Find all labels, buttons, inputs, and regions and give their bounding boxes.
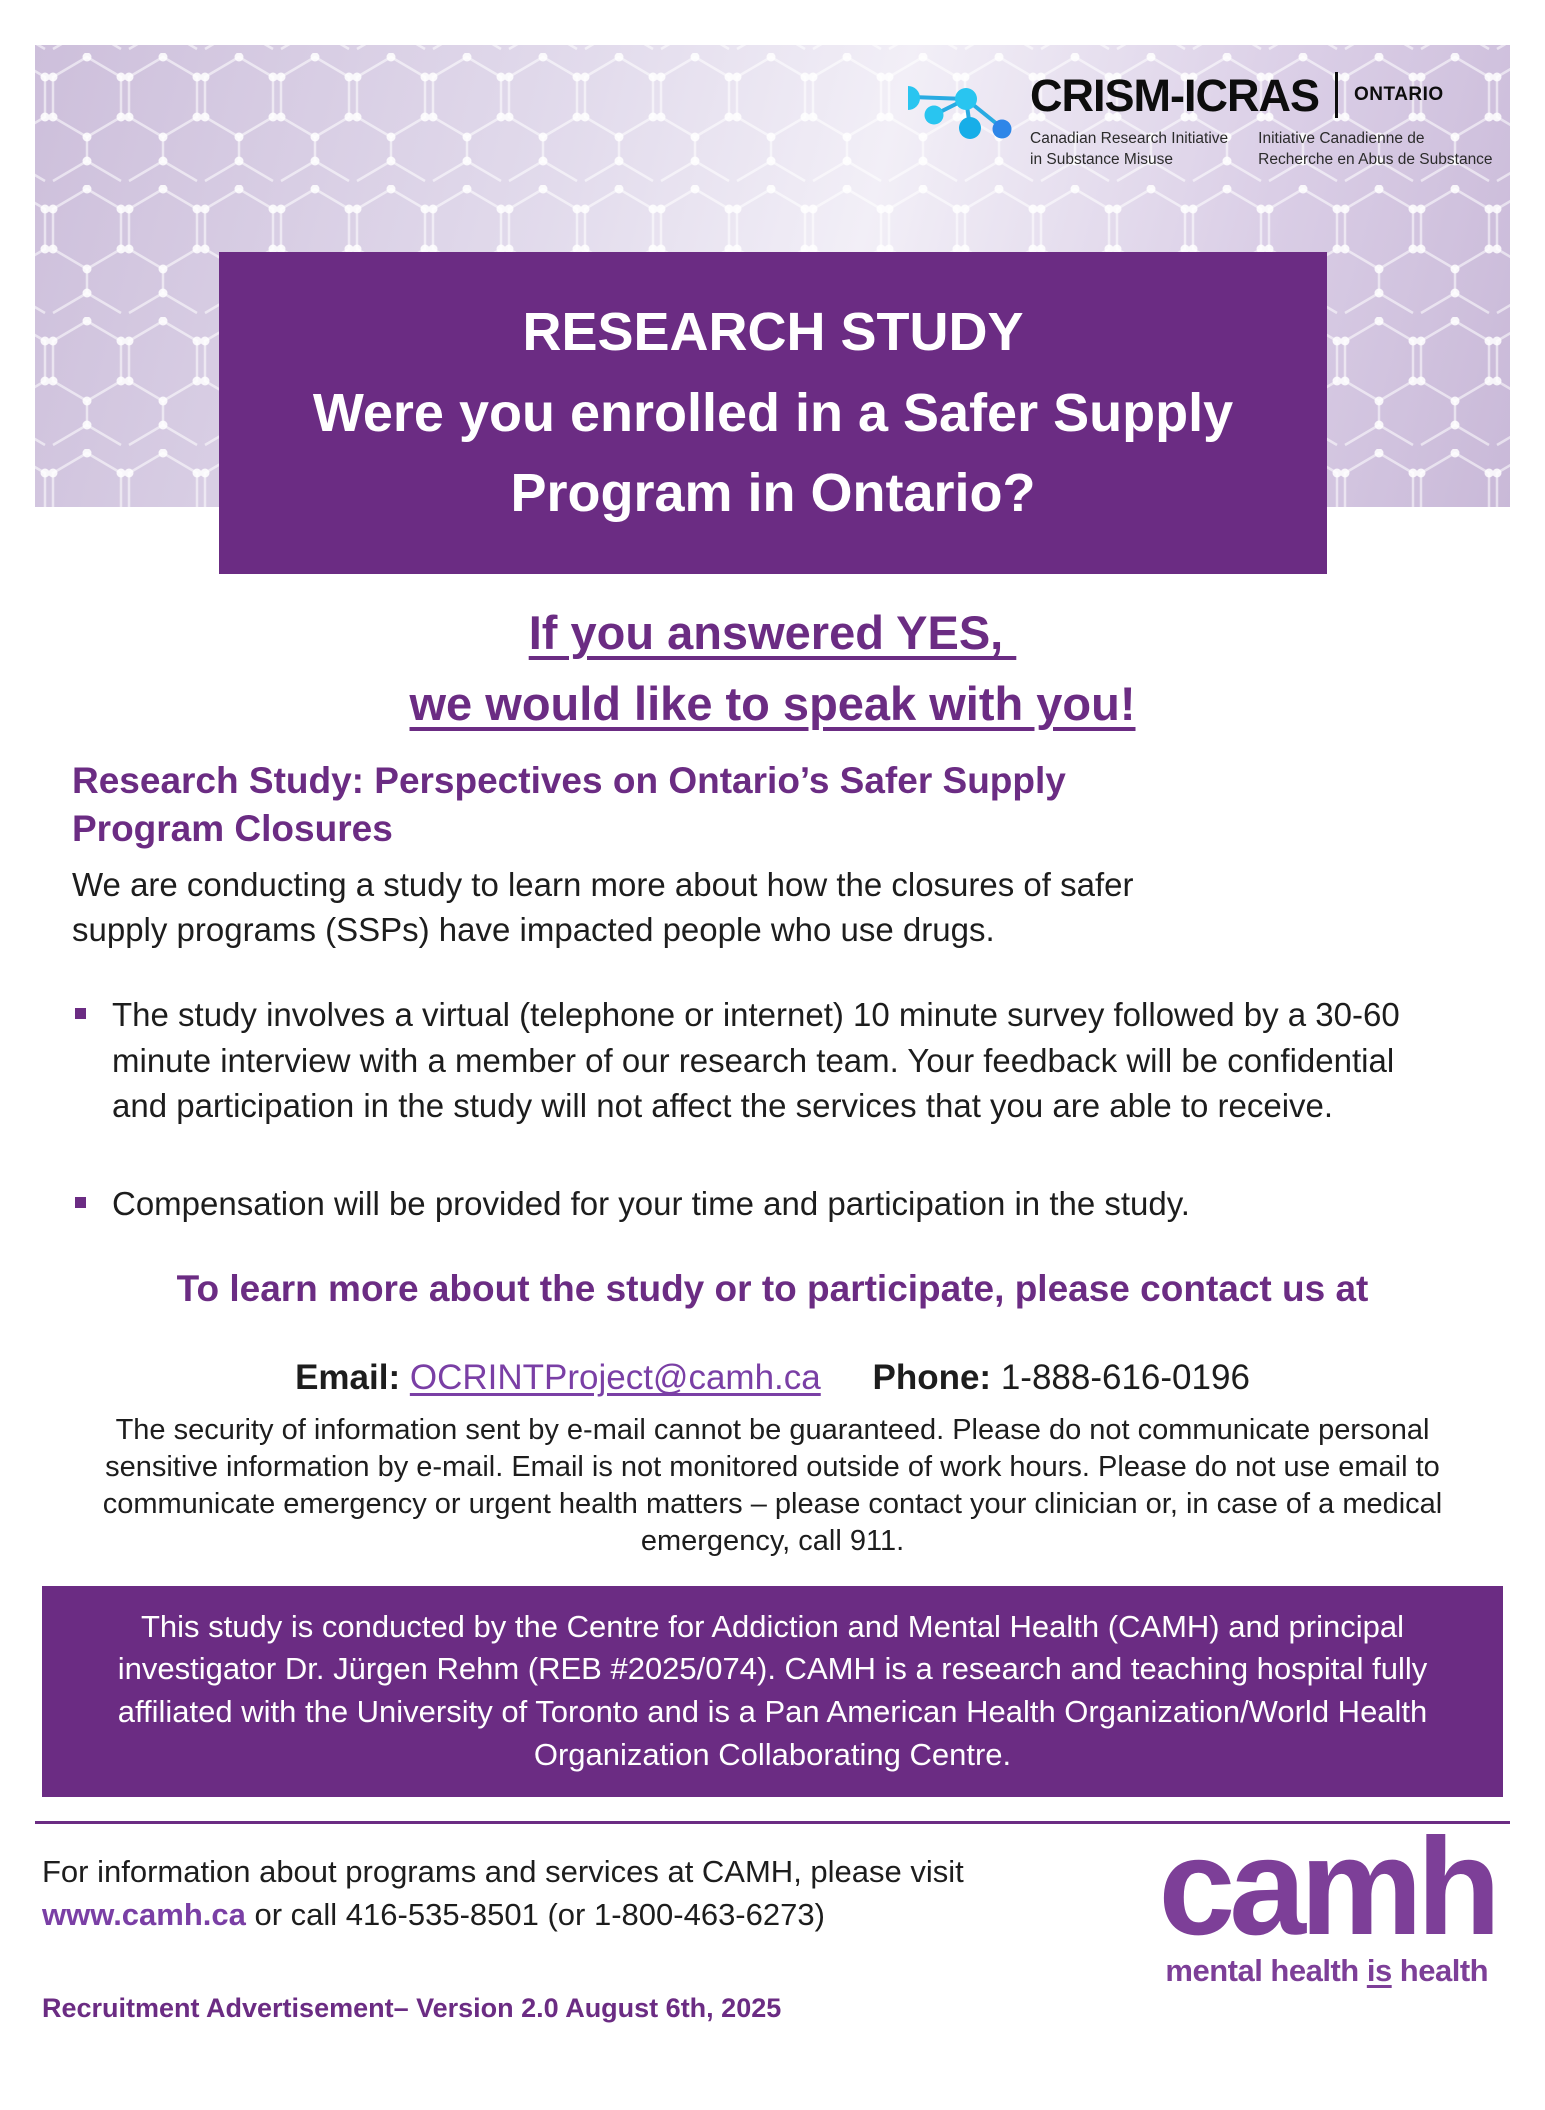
yes-callout-line1: If you answered YES, xyxy=(528,606,1017,659)
contact-cta: To learn more about the study or to participate, please contact us at xyxy=(176,1268,1369,1310)
camh-wordmark: camh xyxy=(1158,1809,1495,1964)
phone-label: Phone: xyxy=(872,1358,992,1398)
phone-number: 1-888-616-0196 xyxy=(1000,1358,1250,1398)
headline-line1: RESEARCH STUDY xyxy=(522,301,1024,362)
ethics-statement-box: This study is conducted by the Centre for Addiction and Mental Health (CAMH) and principal investigator Dr. Jürgen Rehm (REB #2025/074). CAMH is a research and teaching hospital fully affiliated with the University of Toronto and is a Pan American Health Organization/World Health Organization Collaborating Centre. xyxy=(42,1586,1503,1797)
bullet-square-icon xyxy=(75,1008,86,1019)
crism-region-label: ONTARIO xyxy=(1354,84,1444,105)
list-item: The study involves a virtual (telephone or internet) 10 minute survey followed by a 30-60 minute interview with a member of our research team. Your feedback will be confidential and participation in the study will not affect the services that you are able to receive. xyxy=(72,992,1427,1129)
study-heading: Research Study: Perspectives on Ontario’s Safer Supply Program Closures xyxy=(72,760,1066,850)
camh-logo xyxy=(1158,1809,1496,1990)
crism-wordmark: CRISM-ICRAS xyxy=(1030,69,1319,121)
bullet-square-icon xyxy=(75,1197,86,1208)
crism-divider xyxy=(1335,72,1338,118)
version-label: Recruitment Advertisement– Version 2.0 August 6th, 2025 xyxy=(42,1992,782,2023)
crism-logo xyxy=(898,69,1493,171)
footer-phone-text: or call 416-535-8501 (or 1-800-463-6273) xyxy=(245,1897,825,1933)
email-link[interactable]: OCRINTProject@camh.ca xyxy=(409,1358,821,1398)
email-label: Email: xyxy=(295,1358,401,1398)
yes-callout xyxy=(0,598,1545,739)
footer xyxy=(42,1809,1503,2110)
body-content xyxy=(0,598,1545,2110)
crism-subtitle-en: Canadian Research Initiative in Substance Misuse xyxy=(1030,130,1229,168)
contact-line xyxy=(72,1358,1473,1398)
website-link[interactable]: www.camh.ca xyxy=(42,1897,246,1933)
camh-tagline: mental health is health xyxy=(1165,1953,1489,1989)
yes-callout-line2: we would like to speak with you! xyxy=(409,676,1136,730)
study-bullet-list xyxy=(72,992,1473,1226)
study-description: We are conducting a study to learn more about how the closures of safer supply programs (SSPs) have impacted people who use drugs. xyxy=(72,866,1134,948)
headline-line3: Program in Ontario? xyxy=(510,463,1036,524)
email-disclaimer: The security of information sent by e-mail cannot be guaranteed. Please do not communicate personal sensitive information by e-mail. Email is not monitored outside of work hours. Please do not use email to communicate emergency or urgent health matters – please contact your clinician or, in case of a medical emergency, call 911. xyxy=(102,1414,1443,1557)
crism-molecule-icon xyxy=(898,80,1016,142)
headline-box xyxy=(219,252,1327,574)
crism-subtitle-fr: Initiative Canadienne de Recherche en Abus de Substance xyxy=(1258,130,1493,168)
headline-line2: Were you enrolled in a Safer Supply xyxy=(312,382,1234,443)
list-item: Compensation will be provided for your time and participation in the study. xyxy=(72,1181,1427,1227)
footer-info-line1: For information about programs and services at CAMH, please visit xyxy=(42,1853,964,1889)
crism-logo-text xyxy=(1030,69,1493,171)
